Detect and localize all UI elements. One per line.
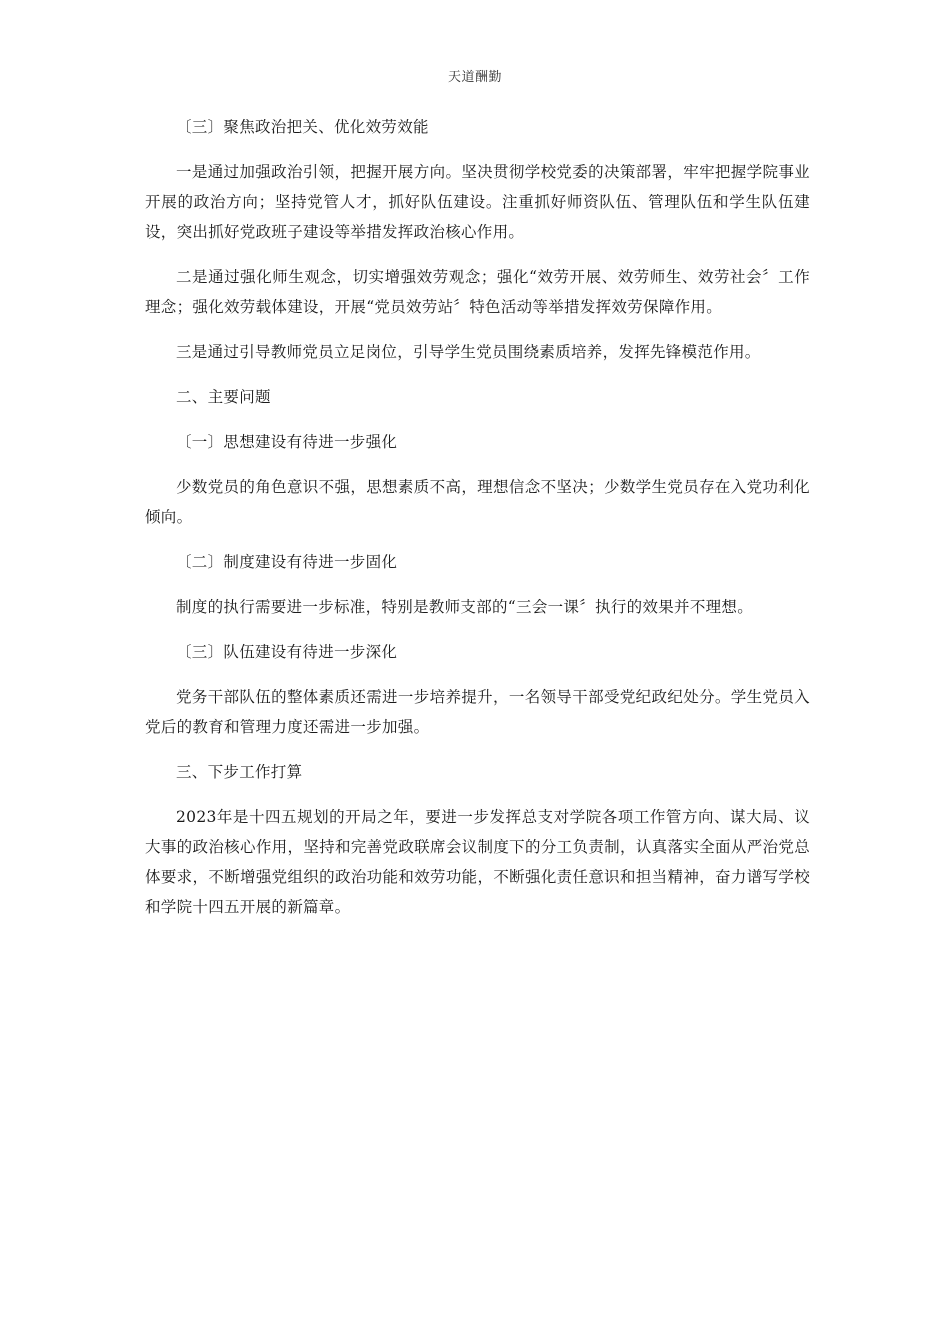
page-header: 天道酬勤 <box>447 70 502 85</box>
paragraph-system: 制度的执行需要进一步标准，特别是教师支部的“三会一课〞执行的效果并不理想。 <box>176 598 754 616</box>
paragraph-next-steps: 2023年是十四五规划的开局之年，要进一步发挥总支对学院各项工作管方向、谋大局、议大事的政治核心作用，坚持和完善党政联席会议制度下的分工负责制，认真落实全面从严治党总体要求，不断增强党组织的政治功能和效劳功能，不断强化责任意识和担当精神，奋力谱写学校和学院十四五开展的新篇章。 <box>145 808 810 916</box>
section-heading-focus-politics: 〔三〕聚焦政治把关、优化效劳效能 <box>176 118 429 136</box>
paragraph-ideology: 少数党员的角色意识不强，思想素质不高，理想信念不坚决；少数学生党员存在入党功利化倾向。 <box>145 478 810 526</box>
section-heading-next-steps: 三、下步工作打算 <box>176 763 303 781</box>
subheading-team: 〔三〕队伍建设有待进一步深化 <box>176 643 398 661</box>
paragraph-political-guidance: 一是通过加强政治引领，把握开展方向。坚决贯彻学校党委的决策部署，牢牢把握学院事业开展的政治方向；坚持党管人才，抓好队伍建设。注重抓好师资队伍、管理队伍和学生队伍建设，突出抓好党政班子建设等举措发挥政治核心作用。 <box>145 163 810 241</box>
section-heading-main-problems: 二、主要问题 <box>176 388 271 406</box>
paragraph-team: 党务干部队伍的整体素质还需进一步培养提升，一名领导干部受党纪政纪处分。学生党员入党后的教育和管理力度还需进一步加强。 <box>145 688 810 736</box>
document-body <box>145 112 810 937</box>
subheading-system: 〔二〕制度建设有待进一步固化 <box>176 553 398 571</box>
paragraph-pioneer-role: 三是通过引导教师党员立足岗位，引导学生党员围绕素质培养，发挥先锋模范作用。 <box>176 343 761 361</box>
paragraph-service-concept: 二是通过强化师生观念，切实增强效劳观念；强化“效劳开展、效劳师生、效劳社会〞工作理念；强化效劳载体建设，开展“党员效劳站〞特色活动等举措发挥效劳保障作用。 <box>145 268 810 316</box>
subheading-ideology: 〔一〕思想建设有待进一步强化 <box>176 433 398 451</box>
